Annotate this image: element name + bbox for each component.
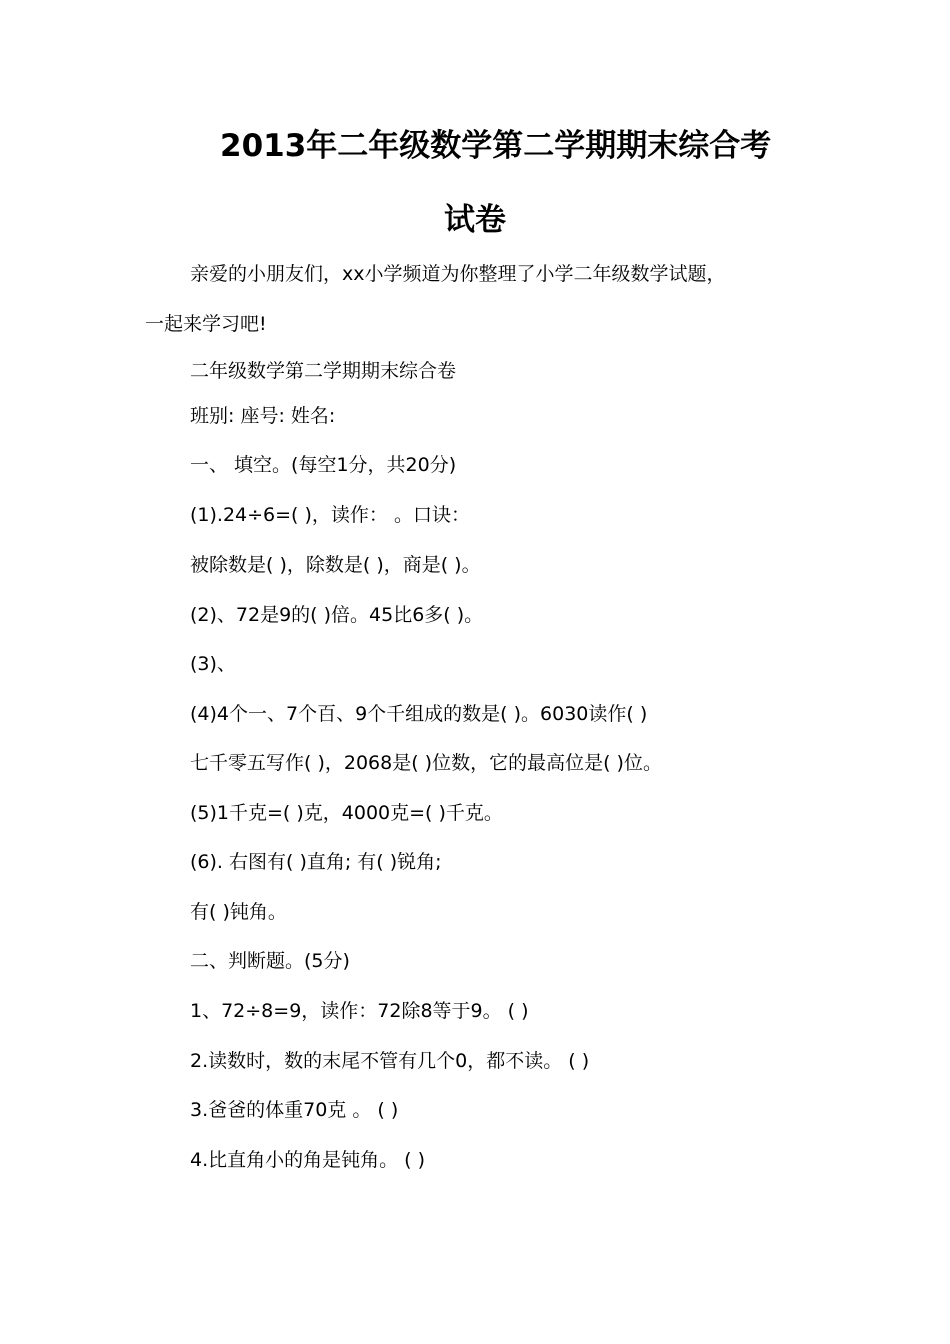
judgement-1: 1、72÷8=9，读作：72除8等于9。 ( ) [190,1000,529,1022]
intro-line1: 亲爱的小朋友们，xx小学频道为你整理了小学二年级数学试题， [190,263,726,285]
judgement-3: 3.爸爸的体重70克 。 ( ) [190,1099,399,1121]
intro-line2: 一起来学习吧! [145,313,267,335]
question-6-line1: (6). 右图有( )直角; 有( )锐角; [190,851,442,873]
section1-heading: 一、 填空。(每空1分，共20分) [190,454,457,476]
question-1-line2: 被除数是( )，除数是( )，商是( )。 [190,554,481,576]
question-6-line2: 有( )钝角。 [190,901,287,923]
question-5: (5)1千克=( )克，4000克=( )千克。 [190,802,503,824]
document-title-line1: 2013年二年级数学第二学期期末综合考 [220,128,772,164]
judgement-2: 2.读数时，数的末尾不管有几个0，都不读。 ( ) [190,1050,590,1072]
question-1-line1: (1).24÷6=( )，读作： 。口诀： [190,504,470,526]
question-4-line1: (4)4个一、7个百、9个千组成的数是( )。6030读作( ) [190,703,648,725]
document-title-line2: 试卷 [444,202,506,238]
question-4-line2: 七千零五写作( )，2068是( )位数，它的最高位是( )位。 [190,752,662,774]
question-2: (2)、72是9的( )倍。45比6多( )。 [190,604,484,626]
section2-heading: 二、判断题。(5分) [190,950,350,972]
judgement-4: 4.比直角小的角是钝角。 ( ) [190,1149,426,1171]
student-info: 班别: 座号: 姓名: [190,405,336,427]
exam-name: 二年级数学第二学期期末综合卷 [190,360,457,382]
question-3: (3)、 [190,653,236,675]
